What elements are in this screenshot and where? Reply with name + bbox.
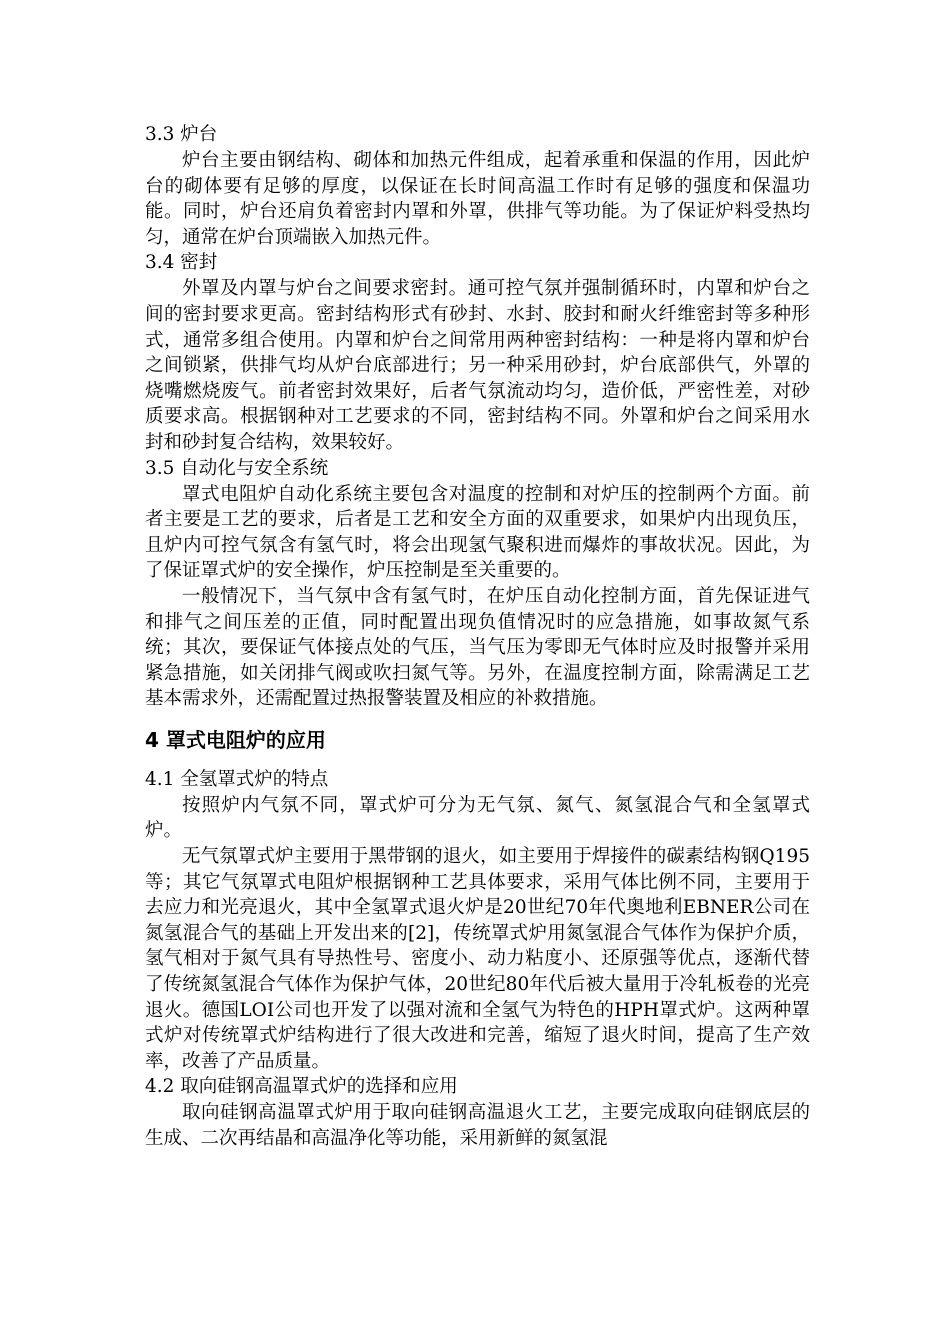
section-3-3-paragraph-1: 炉台主要由钢结构、砌体和加热元件组成，起着承重和保温的作用，因此炉台的砌体要有足够的厚度，以保证在长时间高温工作时有足够的强度和保温功能。同时，炉台还肩负着密封内罩和外罩，供排气等功能。为了保证炉料受热均匀，通常在炉台顶端嵌入加热元件。 [145, 150, 810, 248]
section-3-5-paragraph-2: 一般情况下，当气氛中含有氢气时，在炉压自动化控制方面，首先保证进气和排气之间压差的正值，同时配置出现负值情况时的应急措施，如事故氮气系统；其次，要保证气体接点处的气压，当气压为零即无气体时应及时报警并采用紧急措施，如关闭排气阀或吹扫氮气等。另外，在温度控制方面，除需满足工艺基本需求外，还需配置过热报警装置及相应的补救措施。 [145, 585, 810, 710]
section-4-1-heading: 4.1 全氢罩式炉的特点 [145, 768, 329, 790]
section-3-5-paragraph-1: 罩式电阻炉自动化系统主要包含对温度的控制和对炉压的控制两个方面。前者主要是工艺的要求，后者是工艺和安全方面的双重要求，如果炉内出现负压，且炉内可控气氛含有氢气时，将会出现氢气聚积进而爆炸的事故状况。因此，为了保证罩式炉的安全操作，炉压控制是至关重要的。 [145, 483, 810, 582]
document-page [145, 122, 810, 1152]
section-4-2-heading: 4.2 取向硅钢高温罩式炉的选择和应用 [145, 1076, 458, 1098]
section-3-4-paragraph-1: 外罩及内罩与炉台之间要求密封。通可控气氛并强制循环时，内罩和炉台之间的密封要求更高。密封结构形式有砂封、水封、胶封和耐火纤维密封等多种形式，通常多组合使用。内罩和炉台之间常用两种密封结构：一种是将内罩和炉台之间锁紧，供排气均从炉台底部进行；另一种采用砂封，炉台底部供气，外罩的烧嘴燃烧废气。前者密封效果好，后者气氛流动均匀，造价低，严密性差，对砂质要求高。根据钢种对工艺要求的不同，密封结构不同。外罩和炉台之间采用水封和砂封复合结构，效果较好。 [145, 278, 810, 453]
section-3-5-heading: 3.5 自动化与安全系统 [145, 457, 329, 479]
section-4-heading: 4 罩式电阻炉的应用 [145, 727, 326, 752]
section-3-4-heading: 3.4 密封 [145, 252, 218, 274]
section-4-1-paragraph-2: 无气氛罩式炉主要用于黑带钢的退火，如主要用于焊接件的碳素结构钢Q195等；其它气氛罩式电阻炉根据钢种工艺具体要求，采用气体比例不同，主要用于去应力和光亮退火，其中全氢罩式退火炉是20世纪70年代奥地利EBNER公司在氮氢混合气的基础上开发出来的[2]，传统罩式炉用氮氢混合气体作为保护介质，氢气相对于氮气具有导热性号、密度小、动力粘度小、还原强等优点，逐渐代替了传统氮氢混合气体作为保护气体，20世纪80年代后被大量用于冷轧板卷的光亮退火。德国LOI公司也开发了以强对流和全氢气为特色的HPH罩式炉。这两种罩式炉对传统罩式炉结构进行了很大改进和完善，缩短了退火时间，提高了生产效率，改善了产品质量。 [145, 846, 810, 1072]
section-4-1-paragraph-1: 按照炉内气氛不同，罩式炉可分为无气氛、氮气、氮氢混合气和全氢罩式炉。 [145, 794, 810, 842]
section-4-2-paragraph-1: 取向硅钢高温罩式炉用于取向硅钢高温退火工艺，主要完成取向硅钢底层的生成、二次再结晶和高温净化等功能，采用新鲜的氮氢混 [145, 1102, 810, 1149]
section-3-3-heading: 3.3 炉台 [145, 124, 218, 145]
